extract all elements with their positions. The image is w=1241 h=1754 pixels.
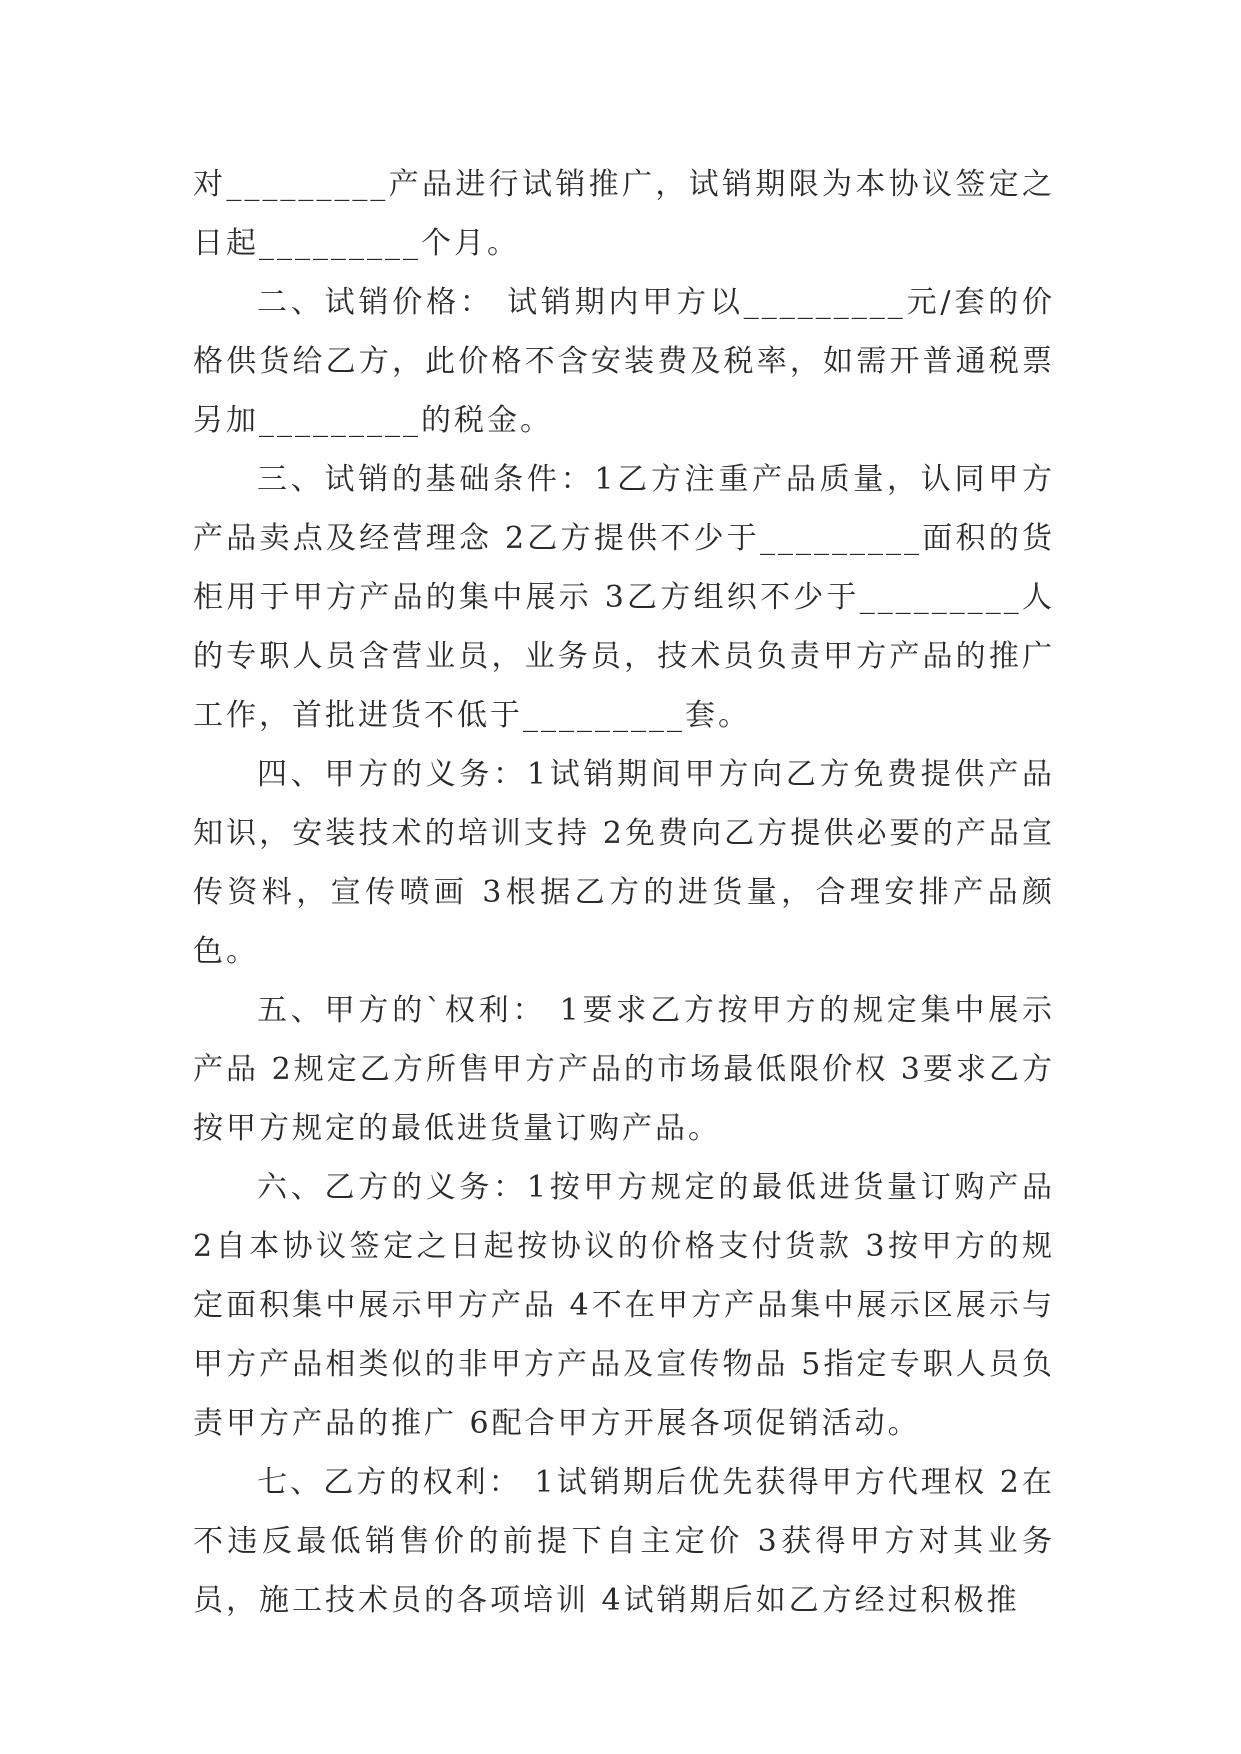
paragraph-party-a-rights: 五、甲方的`权利： 1要求乙方按甲方的规定集中展示产品 2规定乙方所售甲方产品的市场最低限价权 3要求乙方按甲方规定的最低进货量订购产品。	[193, 993, 1055, 1146]
paragraph-trial-scope: 对_________产品进行试销推广，试销期限为本协议签定之日起_________个月。	[193, 167, 1055, 261]
paragraph-trial-price: 二、试销价格： 试销期内甲方以_________元/套的价格供货给乙方，此价格不含安装费及税率，如需开普通税票另加_________的税金。	[193, 285, 1055, 438]
document-body	[193, 155, 1055, 1630]
paragraph-basic-conditions: 三、试销的基础条件：1乙方注重产品质量，认同甲方产品卖点及经营理念 2乙方提供不少于_________面积的货柜用于甲方产品的集中展示 3乙方组织不少于_________人的专职人员含营业员，业务员，技术员负责甲方产品的推广工作，首批进货不低于_________套。	[193, 462, 1055, 733]
paragraph-party-b-rights: 七、乙方的权利： 1试销期后优先获得甲方代理权 2在不违反最低销售价的前提下自主定价 3获得甲方对其业务员，施工技术员的各项培训 4试销期后如乙方经过积极推	[193, 1465, 1055, 1618]
paragraph-party-a-obligations: 四、甲方的义务：1试销期间甲方向乙方免费提供产品知识，安装技术的培训支持 2免费向乙方提供必要的产品宣传资料，宣传喷画 3根据乙方的进货量，合理安排产品颜色。	[193, 757, 1055, 969]
paragraph-party-b-obligations: 六、乙方的义务：1按甲方规定的最低进货量订购产品 2自本协议签定之日起按协议的价格支付货款 3按甲方的规定面积集中展示甲方产品 4不在甲方产品集中展示区展示与甲方产品相类似的非甲方产品及宣传物品 5指定专职人员负责甲方产品的推广 6配合甲方开展各项促销活动。	[193, 1170, 1055, 1441]
